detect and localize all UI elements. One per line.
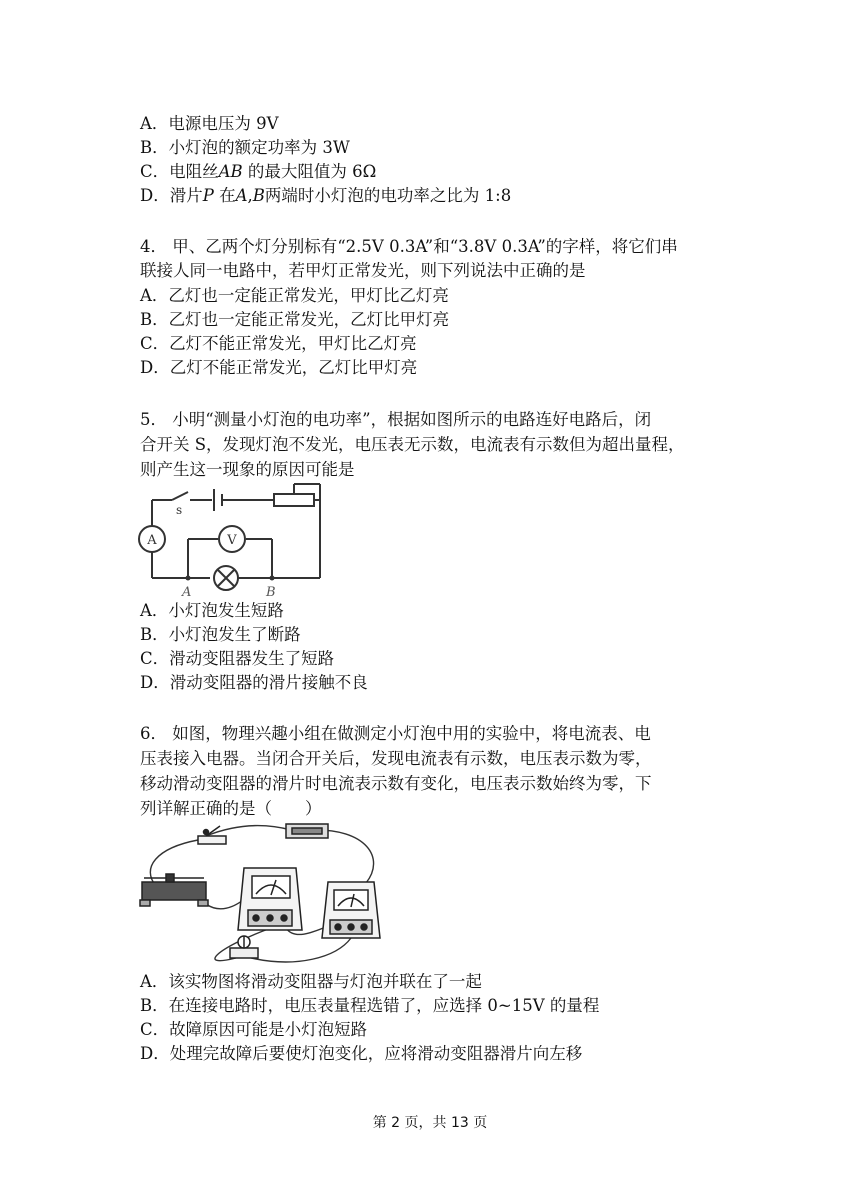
q6-stem-line3: 移动滑动变阻器的滑片时电流表示数有变化，电压表示数始终为零，下 xyxy=(140,774,652,793)
q3-option-b: B．小灯泡的额定功率为 3W xyxy=(140,138,350,157)
switch-device xyxy=(198,826,226,844)
q3-option-c-var: AB xyxy=(218,162,243,181)
q5-stem-line2: 合开关 S，发现灯泡不发光，电压表无示数，电流表有示数但为超出量程， xyxy=(140,435,685,454)
rheostat-body xyxy=(274,494,314,506)
q3-option-d-comma: , xyxy=(247,186,253,205)
lamp-device xyxy=(230,936,258,958)
switch-lever xyxy=(172,492,188,500)
q4-stem-line1: 4． 甲、乙两个灯分别标有“2.5V 0.3A”和“3.8V 0.3A”的字样，将它们串 xyxy=(140,237,678,256)
q6-option-b: B．在连接电路时，电压表量程选错了，应选择 0~15V 的量程 xyxy=(140,996,600,1015)
wire-lamp-ammeter xyxy=(251,938,351,962)
rheostat-device xyxy=(140,874,208,906)
q4-option-b: B．乙灯也一定能正常发光，乙灯比甲灯亮 xyxy=(140,310,450,329)
point-b-label: B xyxy=(266,585,276,600)
q3-option-d-post: 两端时小灯泡的电功率之比为 1:8 xyxy=(264,186,512,205)
junction-b xyxy=(270,576,275,581)
voltmeter-label: V xyxy=(227,533,237,548)
q6-stem-line2: 压表接入电器。当闭合开关后，发现电流表有示数，电压表示数为零， xyxy=(140,749,652,768)
battery-box xyxy=(286,824,328,838)
ammeter-device xyxy=(322,882,380,938)
q6-stem-line4: 列详解正确的是（ ） xyxy=(140,799,322,818)
q5-circuit-diagram xyxy=(132,478,332,600)
q6-stem-line1: 6． 如图，物理兴趣小组在做测定小灯泡中用的实验中，将电流表、电 xyxy=(140,724,651,743)
ammeter-label: A xyxy=(147,533,157,548)
q3-option-a: A．电源电压为 9V xyxy=(140,114,279,133)
point-a-label: A xyxy=(182,585,192,600)
q5-option-a: A．小灯泡发生短路 xyxy=(140,601,284,620)
q5-stem-line1: 5． 小明“测量小灯泡的电功率”，根据如图所示的电路连好电路后，闭 xyxy=(140,410,652,429)
q4-option-d: D．乙灯不能正常发光，乙灯比甲灯亮 xyxy=(140,358,418,377)
q6-option-a: A．该实物图将滑动变阻器与灯泡并联在了一起 xyxy=(140,972,482,991)
q3-option-c-pre: C．电阻丝 xyxy=(140,162,219,181)
q5-option-b: B．小灯泡发生了断路 xyxy=(140,625,301,644)
q3-option-d xyxy=(140,184,511,208)
q4-option-a: A．乙灯也一定能正常发光，甲灯比乙灯亮 xyxy=(140,286,449,305)
junction-a xyxy=(186,576,191,581)
q5-option-c: C．滑动变阻器发生了短路 xyxy=(140,649,335,668)
q3-option-d-mid: 在 xyxy=(213,186,236,205)
q6-option-c: C．故障原因可能是小灯泡短路 xyxy=(140,1020,368,1039)
q3-option-d-var-p: P xyxy=(202,186,214,205)
voltmeter-device xyxy=(238,868,302,930)
q3-option-d-pre: D．滑片 xyxy=(140,186,203,205)
q3-option-c xyxy=(140,160,376,184)
q6-apparatus-photo xyxy=(136,818,406,970)
q3-option-d-var-b: B xyxy=(252,186,265,205)
q6-option-d: D．处理完故障后要使灯泡变化，应将滑动变阻器滑片向左移 xyxy=(140,1044,583,1063)
q3-option-d-var-a: A xyxy=(235,186,248,205)
q3-option-c-post: 的最大阻值为 6Ω xyxy=(242,162,377,181)
q5-option-d: D．滑动变阻器的滑片接触不良 xyxy=(140,673,368,692)
q4-stem-line2: 联接人同一电路中，若甲灯正常发光，则下列说法中正确的是 xyxy=(140,261,586,280)
switch-label: s xyxy=(176,503,183,517)
q4-option-c: C．乙灯不能正常发光，甲灯比乙灯亮 xyxy=(140,334,417,353)
page-footer: 第 2 页，共 13 页 xyxy=(372,1115,488,1131)
q5-stem-line3: 则产生这一现象的原因可能是 xyxy=(140,460,355,479)
